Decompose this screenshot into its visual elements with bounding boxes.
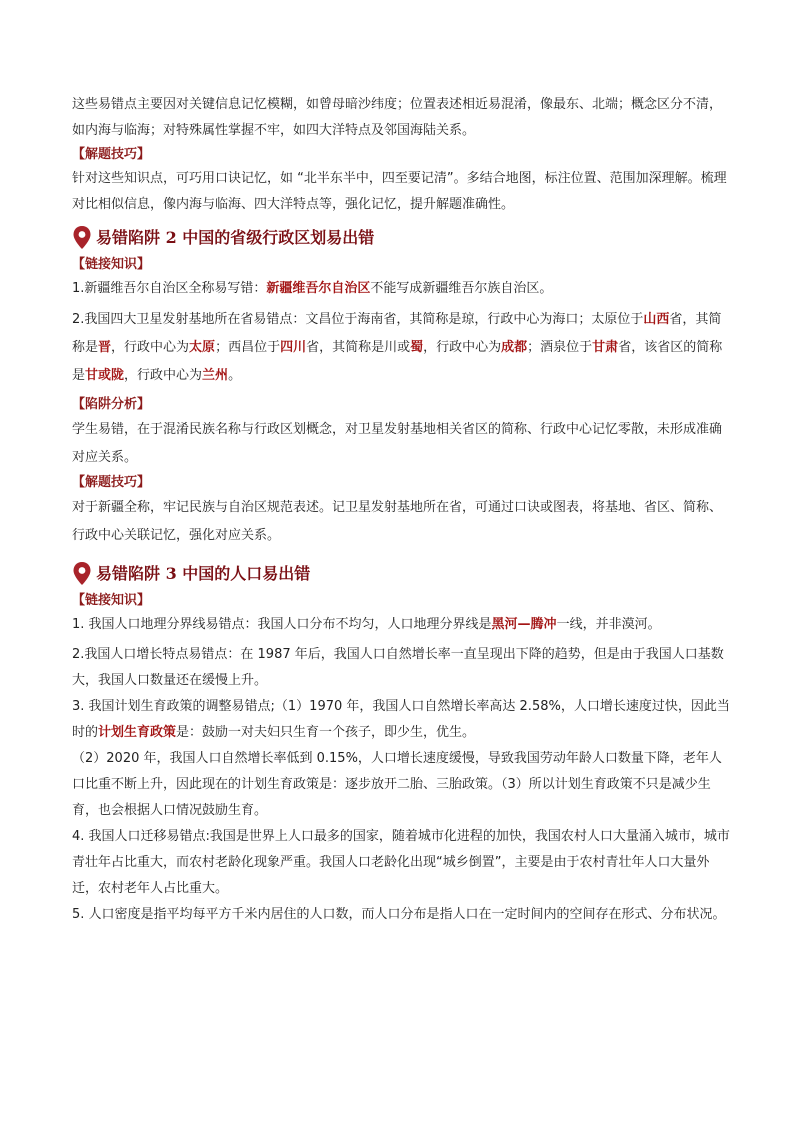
section-title: 易错陷阱 3 中国的人口易出错 xyxy=(96,564,311,583)
location-pin-icon xyxy=(72,225,92,251)
population-item-1: 1. 我国人口地理分界线易错点：我国人口分布不均匀，人口地理分界线是黑河—腾冲一线，并非漠河。 xyxy=(72,617,661,632)
trap-text: 学生易错，在于混淆民族名称与行政区划概念，对卫星发射基地相关省区的简称、行政中心记忆零散，未形成准确对应关系。 xyxy=(72,422,723,465)
trap-label: 【陷阱分析】 xyxy=(72,397,151,412)
population-item-3-cont: （2）2020 年，我国人口自然增长率低到 0.15%，人口增长速度缓慢，导致我国劳动年龄人口数量下降，老年人口比重不断上升，因此现在的计划生育政策是：逐步放开二胎、三胎政策。（3）所以计划生育政策不只是减少生育，也会根据人口情况鼓励生育。 xyxy=(72,751,722,818)
population-item-2: 2.我国人口增长特点易错点：在 1987 年后，我国人口自然增长率一直呈现出下降的趋势，但是由于我国人口基数大，我国人口数量还在缓慢上升。 xyxy=(72,647,724,688)
tips-text: 针对这些知识点，可巧用口诀记忆，如 “北半东半中，四至要记清”。多结合地图，标注位置、范围加深理解。梳理对比相似信息，像内海与临海、四大洋特点等，强化记忆，提升解题准确性。 xyxy=(72,171,727,212)
location-pin-icon xyxy=(72,561,92,587)
document-page xyxy=(72,92,732,928)
population-item-5: 5. 人口密度是指平均每平方千米内居住的人口数，而人口分布是指人口在一定时间内的空间存在形式、分布状况。 xyxy=(72,907,726,922)
tips-label: 【解题技巧】 xyxy=(72,475,151,490)
analysis-text: 这些易错点主要因对关键信息记忆模糊，如曾母暗沙纬度；位置表述相近易混淆，像最东、北端；概念区分不清，如内海与临海；对特殊属性掌握不牢，如四大洋特点及邻国海陆关系。 xyxy=(72,97,723,138)
tips-text: 对于新疆全称，牢记民族与自治区规范表述。记卫星发射基地所在省，可通过口诀或图表，将基地、省区、简称、行政中心关联记忆，强化对应关系。 xyxy=(72,500,723,543)
population-item-3: 3. 我国计划生育政策的调整易错点;（1）1970 年，我国人口自然增长率高达 2.58%，人口增长速度过快，因此当时的计划生育政策是：鼓励一对夫妇只生育一个孩子，即少生，优生。 xyxy=(72,699,730,740)
tips-label: 【解题技巧】 xyxy=(72,147,151,162)
section-title: 易错陷阱 2 中国的省级行政区划易出错 xyxy=(96,228,375,247)
link-label: 【链接知识】 xyxy=(72,257,151,272)
section-heading-3 xyxy=(72,560,732,588)
population-item-4: 4. 我国人口迁移易错点:我国是世界上人口最多的国家，随着城市化进程的加快，我国农村人口大量涌入城市，城市青壮年占比重大，而农村老龄化现象严重。我国人口老龄化出现“城乡倒置”，主要是由于农村青壮年人口大量外迁，农村老年人占比重大。 xyxy=(72,829,730,896)
knowledge-item-1: 1.新疆维吾尔自治区全称易写错：新疆维吾尔自治区不能写成新疆维吾尔族自治区。 xyxy=(72,281,553,296)
knowledge-item-2: 2.我国四大卫星发射基地所在省易错点：文昌位于海南省，其简称是琼，行政中心为海口；太原位于山西省，其简称是晋，行政中心为太原；西昌位于四川省，其简称是川或蜀，行政中心为成都；酒泉位于甘肃省，该省区的简称是甘或陇，行政中心为兰州。 xyxy=(72,312,723,383)
link-label: 【链接知识】 xyxy=(72,593,151,608)
section-heading-2 xyxy=(72,224,732,252)
